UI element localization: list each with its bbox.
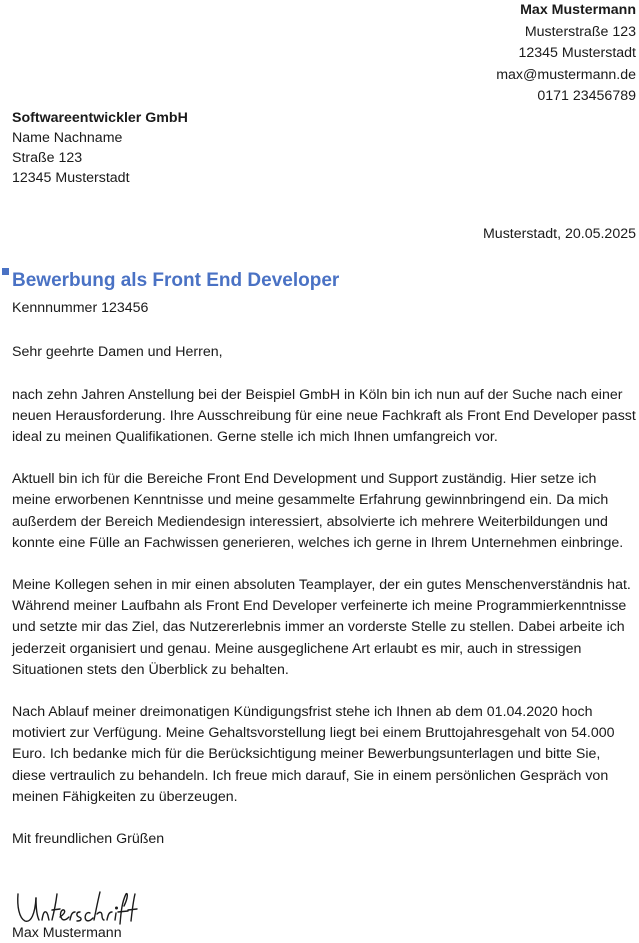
paragraph-availability: Nach Ablauf meiner dreimonatigen Kündigungsfrist stehe ich Ihnen ab dem 01.04.2020 hoch motiviert zur Verfügung. Meine Gehaltsvorstellung liegt bei einem Bruttojahresgehalt von 54.000 Euro. Ich bedanke mich für die Berücksichtigung meiner Bewerbungsunterlagen und bitte Sie, diese vertraulich zu behandeln. Ich freue mich darauf, Sie in einem persönlichen Gespräch von meinen Fähigkeiten zu überzeugen. xyxy=(12,704,615,805)
sender-block xyxy=(496,0,636,108)
closing-phrase: Mit freundlichen Grüßen xyxy=(12,831,165,848)
salutation: Sehr geehrte Damen und Herren, xyxy=(12,344,223,360)
signer-name: Max Mustermann xyxy=(12,925,122,941)
paragraph-current-role: Aktuell bin ich für die Bereiche Front End Development und Support zuständig. Hier setze ich meine erworbenen Kenntnisse und meine gesammelte Erfahrung gewinnbringend ein. Da mich außerdem der Bereich Mediendesign interessiert, absolvierte ich mehrere Weiterbildungen und konnte eine Fülle an Fachwissen generieren, welches ich gerne in Ihrem Unternehmen einbringe. xyxy=(12,471,624,551)
heading-marker xyxy=(2,268,9,275)
handwritten-signature xyxy=(14,884,138,926)
sender-email: max@mustermann.de xyxy=(496,66,636,83)
sender-phone: 0171 23456789 xyxy=(537,88,636,104)
paragraph-intro: nach zehn Jahren Anstellung bei der Beispiel GmbH in Köln bin ich nun auf der Suche nach einer neuen Herausforderung. Ihre Ausschreibung für eine neue Fachkraft als Front End Developer passt ideal zu meinen Qualifikationen. Gerne stelle ich mich Ihnen umfangreich vor. xyxy=(12,386,636,445)
letter-subject: Bewerbung als Front End Developer xyxy=(12,270,340,291)
recipient-block xyxy=(12,108,188,188)
recipient-company: Softwareentwickler GmbH xyxy=(12,110,188,126)
letter-date: Musterstadt, 20.05.2025 xyxy=(482,226,636,242)
letter-body xyxy=(12,342,636,872)
recipient-street: Straße 123 xyxy=(12,150,83,166)
sender-city: 12345 Musterstadt xyxy=(518,45,636,61)
sender-street: Musterstraße 123 xyxy=(524,23,636,40)
recipient-city: 12345 Musterstadt xyxy=(12,170,130,186)
recipient-contact: Name Nachname xyxy=(12,130,123,146)
reference-number: Kennnummer 123456 xyxy=(12,300,149,316)
paragraph-teamwork: Meine Kollegen sehen in mir einen absoluten Teamplayer, der ein gutes Menschenverständnis hat. Während meiner Laufbahn als Front End Developer verfeinerte ich meine Programmierkenntnisse und setzte mir das Ziel, das Nutzererlebnis immer an vorderste Stelle zu stellen. Dabei arbeite ich jederzeit organisiert und genau. Meine ausgeglichene Art erlaubt es mir, auch in stressigen Situationen stets den Überblick zu behalten. xyxy=(12,577,631,678)
sender-name: Max Mustermann xyxy=(520,2,636,18)
